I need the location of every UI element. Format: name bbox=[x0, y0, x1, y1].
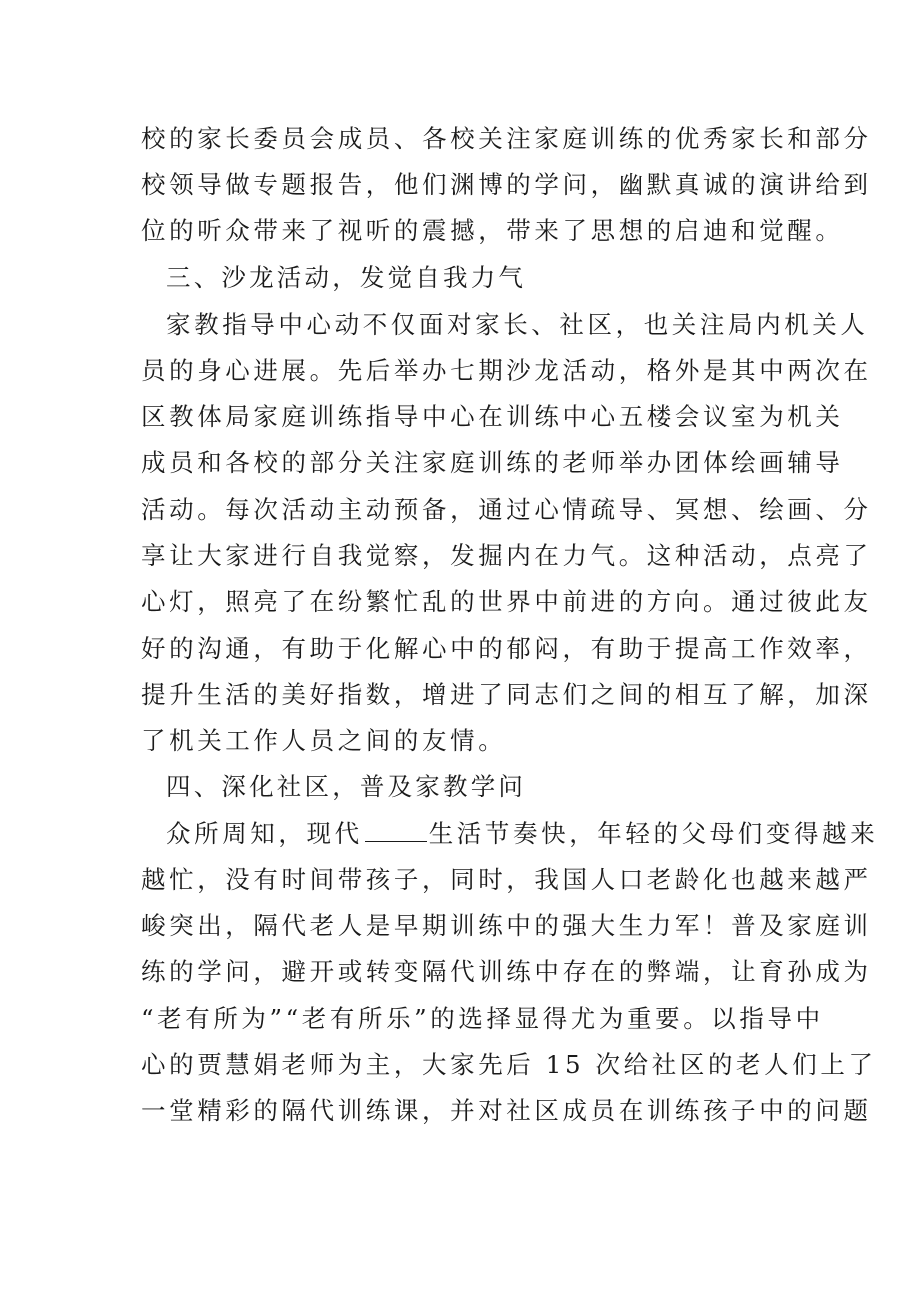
paragraph-line: 峻突出，隔代老人是早期训练中的强大生力军！普及家庭训 bbox=[141, 911, 872, 940]
paragraph-line: 区教体局家庭训练指导中心在训练中心五楼会议室为机关 bbox=[141, 402, 844, 431]
paragraph-line: 心的贾慧娟老师为主，大家先后 15 次给社区的老人们上了 bbox=[141, 1050, 877, 1079]
section-heading: 三、沙龙活动，发觉自我力气 bbox=[166, 263, 527, 292]
paragraph-line: 心灯，照亮了在纷繁忙乱的世界中前进的方向。通过彼此友 bbox=[141, 587, 872, 616]
section-heading: 四、深化社区，普及家教学问 bbox=[166, 772, 527, 801]
line-text-part: 众所周知，现代 bbox=[166, 819, 363, 848]
paragraph-line: 一堂精彩的隔代训练课，并对社区成员在训练孩子中的问题 bbox=[141, 1096, 872, 1125]
paragraph-line: 练的学问，避开或转变隔代训练中存在的弊端，让育孙成为 bbox=[141, 957, 872, 986]
paragraph-line: 越忙，没有时间带孩子，同时，我国人口老龄化也越来越严 bbox=[141, 865, 872, 894]
paragraph-line: 校的家长委员会成员、各校关注家庭训练的优秀家长和部分 bbox=[141, 124, 872, 153]
fill-blank bbox=[365, 839, 427, 842]
paragraph-line: 了机关工作人员之间的友情。 bbox=[141, 726, 507, 755]
paragraph-line: 活动。每次活动主动预备，通过心情疏导、冥想、绘画、分 bbox=[141, 495, 872, 524]
paragraph-line: 员的身心进展。先后举办七期沙龙活动，格外是其中两次在 bbox=[141, 356, 872, 385]
line-text-part: 生活节奏快，年轻的父母们变得越来 bbox=[428, 819, 879, 848]
paragraph-line: 享让大家进行自我觉察，发掘内在力气。这种活动，点亮了 bbox=[141, 541, 872, 570]
paragraph-line: 成员和各校的部分关注家庭训练的老师举办团体绘画辅导 bbox=[141, 448, 844, 477]
paragraph-line: 位的听众带来了视听的震撼，带来了思想的启迪和觉醒。 bbox=[141, 216, 844, 245]
paragraph-line: 好的沟通，有助于化解心中的郁闷，有助于提高工作效率， bbox=[141, 634, 872, 663]
paragraph-line: 提升生活的美好指数，增进了同志们之间的相互了解，加深 bbox=[141, 680, 872, 709]
paragraph-line: 校领导做专题报告，他们渊博的学问，幽默真诚的演讲给到 bbox=[141, 170, 872, 199]
paragraph-line: 家教指导中心动不仅面对家长、社区，也关注局内机关人 bbox=[166, 310, 869, 339]
paragraph-line: “老有所为”“老有所乐”的选择显得尤为重要。以指导中 bbox=[141, 1004, 824, 1033]
paragraph-line bbox=[166, 817, 878, 851]
